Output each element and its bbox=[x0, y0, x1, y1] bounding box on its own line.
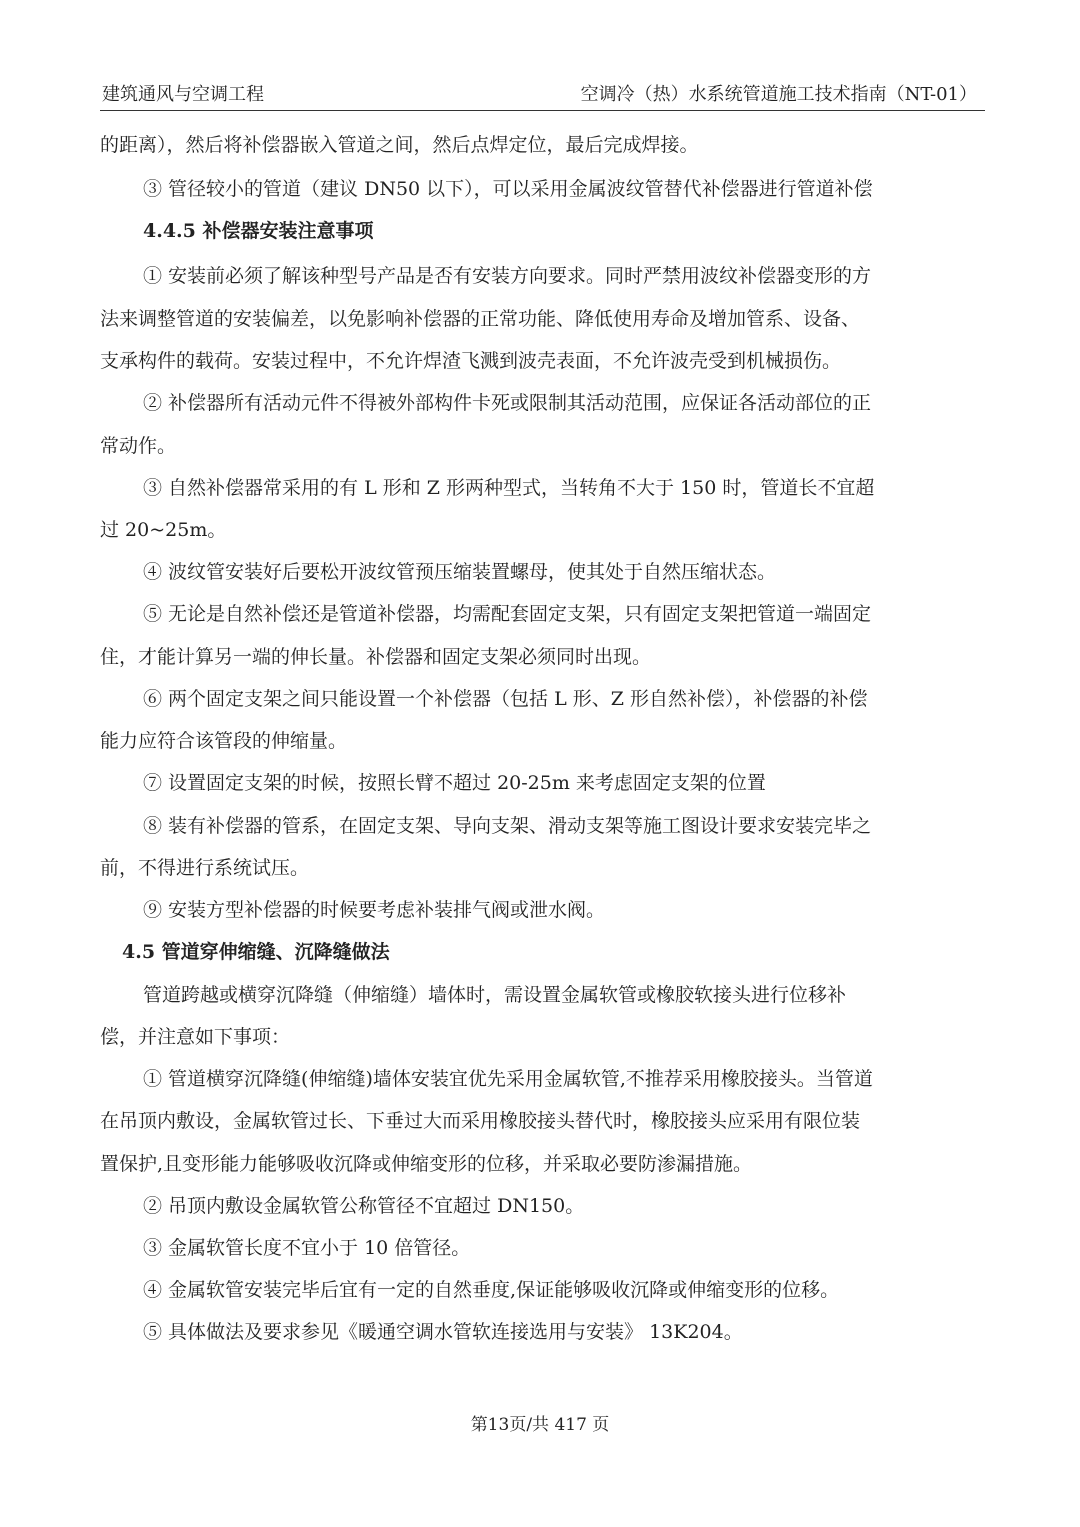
header-right-title: 空调冷（热）水系统管道施工技术指南（NT-01） bbox=[580, 84, 977, 105]
section-heading: 4.5 管道穿伸缩缝、沉降缝做法 bbox=[122, 941, 390, 963]
list-item: ⑧ 装有补偿器的管系，在固定支架、导向支架、滑动支架等施工图设计要求安装完毕之 bbox=[143, 815, 872, 837]
text-line: 法来调整管道的安装偏差，以免影响补偿器的正常功能、降低使用寿命及增加管系、设备、 bbox=[100, 308, 861, 330]
list-item: ② 补偿器所有活动元件不得被外部构件卡死或限制其活动范围，应保证各活动部位的正 bbox=[143, 392, 872, 414]
text-line: 过 20~25m。 bbox=[100, 519, 227, 541]
list-item: ⑤ 具体做法及要求参见《暖通空调水管软连接选用与安装》 13K204。 bbox=[143, 1321, 743, 1343]
text-line: 置保护,且变形能力能够吸收沉降或伸缩变形的位移，并采取必要防渗漏措施。 bbox=[100, 1153, 753, 1175]
list-item: ⑨ 安装方型补偿器的时候要考虑补装排气阀或泄水阀。 bbox=[143, 899, 606, 921]
list-item: ② 吊顶内敷设金属软管公称管径不宜超过 DN150。 bbox=[143, 1195, 585, 1217]
list-item: ③ 自然补偿器常采用的有 L 形和 Z 形两种型式，当转角不大于 150 时，管道长不宜超 bbox=[143, 477, 875, 499]
list-item: ① 安装前必须了解该种型号产品是否有安装方向要求。同时严禁用波纹补偿器变形的方 bbox=[143, 265, 872, 287]
text-line: 在吊顶内敷设，金属软管过长、下垂过大而采用橡胶接头替代时，橡胶接头应采用有限位装 bbox=[100, 1110, 861, 1132]
header-left-title: 建筑通风与空调工程 bbox=[102, 84, 264, 105]
section-heading: 4.4.5 补偿器安装注意事项 bbox=[143, 220, 374, 242]
list-item: ⑥ 两个固定支架之间只能设置一个补偿器（包括 L 形、Z 形自然补偿），补偿器的补偿 bbox=[143, 688, 868, 710]
list-item: ④ 波纹管安装好后要松开波纹管预压缩装置螺母，使其处于自然压缩状态。 bbox=[143, 561, 777, 583]
list-item: ⑤ 无论是自然补偿还是管道补偿器，均需配套固定支架，只有固定支架把管道一端固定 bbox=[143, 603, 872, 625]
text-line: 常动作。 bbox=[100, 435, 177, 457]
list-item: ⑦ 设置固定支架的时候，按照长臂不超过 20-25m 来考虑固定支架的位置 bbox=[143, 772, 766, 794]
page-number: 第13页/共 417 页 bbox=[470, 1415, 610, 1435]
list-item: ④ 金属软管安装完毕后宜有一定的自然垂度,保证能够吸收沉降或伸缩变形的位移。 bbox=[143, 1279, 840, 1301]
list-item: ③ 金属软管长度不宜小于 10 倍管径。 bbox=[143, 1237, 471, 1259]
text-line: 住，才能计算另一端的伸长量。补偿器和固定支架必须同时出现。 bbox=[100, 646, 652, 668]
text-line: 前，不得进行系统试压。 bbox=[100, 857, 310, 879]
list-item: ③ 管径较小的管道（建议 DN50 以下），可以采用金属波纹管替代补偿器进行管道补偿 bbox=[143, 178, 873, 200]
text-line: 能力应符合该管段的伸缩量。 bbox=[100, 730, 348, 752]
page-header bbox=[100, 72, 985, 111]
list-item: ① 管道横穿沉降缝(伸缩缝)墙体安装宜优先采用金属软管,不推荐采用橡胶接头。当管道 bbox=[143, 1068, 873, 1090]
text-line: 的距离），然后将补偿器嵌入管道之间，然后点焊定位，最后完成焊接。 bbox=[100, 134, 699, 156]
paragraph-line: 管道跨越或横穿沉降缝（伸缩缝）墙体时，需设置金属软管或橡胶软接头进行位移补 bbox=[143, 984, 847, 1006]
text-line: 偿，并注意如下事项： bbox=[100, 1026, 291, 1048]
text-line: 支承构件的载荷。安装过程中，不允许焊渣飞溅到波壳表面，不允许波壳受到机械损伤。 bbox=[100, 350, 842, 372]
